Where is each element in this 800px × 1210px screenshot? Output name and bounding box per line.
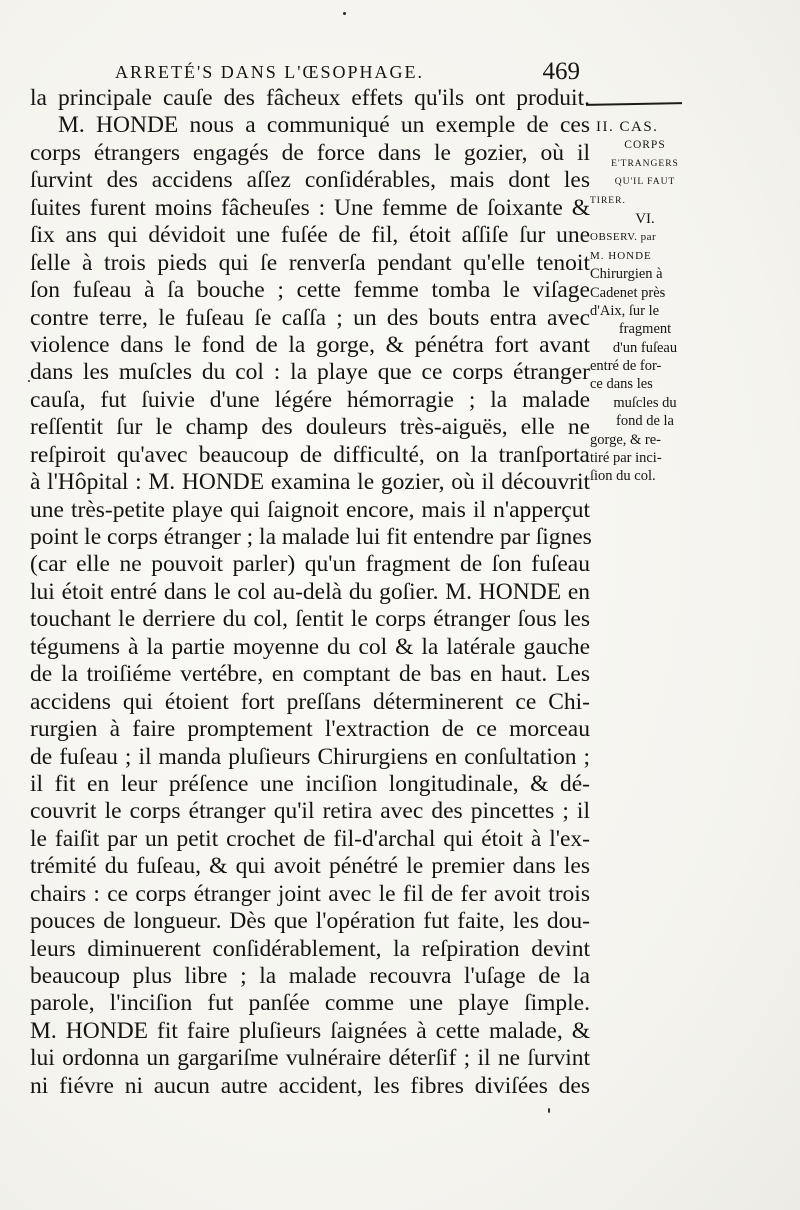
text-line: parole, l'inciſion fut panſée comme une playe ſimple.	[30, 990, 590, 1017]
text-line: ni fiévre ni aucun autre accident, les fibres diviſées des	[30, 1072, 590, 1099]
margin-note-line: entré de for-	[590, 358, 662, 375]
margin-note-line: gorge, & re-	[590, 431, 661, 448]
text-line: lui étoit entré dans le col au-delà du goſier. M. HONDE en	[30, 578, 590, 605]
text-line: reſſentit ſur le champ des douleurs très-aiguës, elle ne	[30, 414, 590, 441]
margin-note-line: VI.	[635, 210, 655, 227]
text-line: corps étrangers engagés de force dans le gozier, où il	[30, 139, 590, 166]
text-line: de la troiſiéme vertébre, en comptant de bas en haut. Les	[30, 661, 590, 688]
margin-note-line: d'un fuſeau	[612, 339, 678, 356]
text-line: touchant le derriere du col, ſentit le corps étranger ſous les	[30, 606, 590, 633]
ink-speck	[343, 12, 346, 15]
text-line: pouces de longueur. Dès que l'opération fut faite, les dou-	[30, 908, 590, 935]
ink-speck	[28, 380, 30, 382]
body-text	[30, 85, 590, 1100]
text-line: la principale cauſe des fâcheux effets qu'ils ont produit.	[30, 85, 590, 111]
text-line: accidens qui étoient fort preſſans déterminerent ce Chi-	[30, 688, 590, 715]
margin-note-line: fond de la	[616, 413, 674, 430]
text-line: beaucoup plus libre ; la malade recouvra l'uſage de la	[30, 963, 590, 989]
text-line: ſix ans qui dévidoit une fuſée de fil, étoit aſſiſe ſur une	[30, 222, 590, 249]
margin-note-line: QU'IL FAUT	[614, 177, 676, 188]
text-line: une très-petite playe qui ſaignoit encore, mais il n'apperçut	[30, 496, 590, 523]
text-line: point le corps étranger ; la malade lui fit entendre par ſignes	[30, 524, 592, 550]
text-line: ſelle à trois pieds qui ſe renverſa pendant qu'elle tenoit	[30, 249, 590, 276]
text-line: ſuites furent moins fâcheuſes : Une femme de ſoixante &	[30, 194, 590, 221]
margin-note-line: Cadenet près	[590, 284, 666, 301]
text-line: tégumens à la partie moyenne du col & la latérale gauche	[30, 633, 590, 660]
text-line: il fit en leur préſence une inciſion longitudinale, & dé-	[30, 770, 590, 797]
margin-note-line: ſion du col.	[590, 468, 656, 485]
margin-note-line: tiré par inci-	[590, 450, 662, 467]
margin-note-line: Chirurgien à	[590, 266, 663, 283]
text-line: couvrit le corps étranger qu'il retira avec des pincettes ; il	[30, 798, 590, 825]
margin-notes	[590, 118, 700, 486]
text-line: chairs : ce corps étranger joint avec le fil de fer avoit trois	[30, 880, 590, 907]
text-line: à l'Hôpital : M. HONDE examina le gozier, où il découvrit	[30, 469, 590, 496]
text-line: violence dans le fond de la gorge, & pénétra fort avant	[30, 331, 590, 358]
text-line: reſpiroit qu'avec beaucoup de difficulté, on la tranſporta	[30, 441, 590, 468]
margin-note-line: II. CAS.	[596, 119, 659, 135]
text-line: lui ordonna un gargariſme vulnéraire déterſif ; il ne ſurvint	[30, 1045, 590, 1072]
text-line: contre terre, le fuſeau ſe caſſa ; un des bouts entra avec	[30, 304, 590, 331]
text-line: M. HONDE fit faire pluſieurs ſaignées à cette malade, &	[30, 1017, 590, 1044]
ink-speck	[548, 1108, 550, 1113]
margin-note-line: OBSERV. par	[590, 231, 657, 244]
margin-note-line: ce dans les	[590, 376, 653, 393]
margin-note-line: fragment	[618, 321, 672, 338]
text-line: (car elle ne pouvoit parler) qu'un fragment de ſon fuſeau	[30, 551, 590, 578]
text-line: ſon fuſeau à ſa bouche ; cette femme tomba le viſage	[30, 277, 590, 304]
margin-note-line: M. HONDE	[590, 249, 652, 262]
margin-rule	[586, 102, 682, 106]
margin-note-line: d'Aix, ſur le	[590, 302, 660, 319]
text-line: leurs diminuerent conſidérablement, la reſpiration devint	[30, 935, 590, 962]
text-line: dans les muſcles du col : la playe que ce corps étranger	[30, 359, 590, 386]
text-line: de fuſeau ; il manda pluſieurs Chirurgiens en conſultation ;	[30, 743, 590, 770]
margin-note-line: CORPS	[624, 139, 666, 152]
margin-note-line: E'TRANGERS	[611, 158, 679, 169]
running-title: ARRETÉ'S DANS L'ŒSOPHAGE.	[115, 62, 425, 82]
text-line: M. HONDE nous a communiqué un exemple de ces	[58, 112, 590, 139]
text-line: le faiſit par un petit crochet de fil-d'archal qui étoit à l'ex-	[30, 825, 590, 852]
text-line: rurgien à faire promptement l'extraction de ce morceau	[30, 716, 590, 743]
text-line: cauſa, fut ſuivie d'une légére hémorragie ; la malade	[30, 386, 590, 413]
margin-note-line: TIRER.	[590, 195, 626, 206]
text-line: ſurvint des accidens aſſez conſidérables, mais dont les	[30, 167, 590, 194]
margin-note-line: muſcles du	[613, 394, 677, 411]
page-header	[115, 58, 580, 86]
text-line: trémité du fuſeau, & qui avoit pénétré le premier dans les	[30, 853, 590, 880]
page-number: 469	[542, 58, 580, 85]
